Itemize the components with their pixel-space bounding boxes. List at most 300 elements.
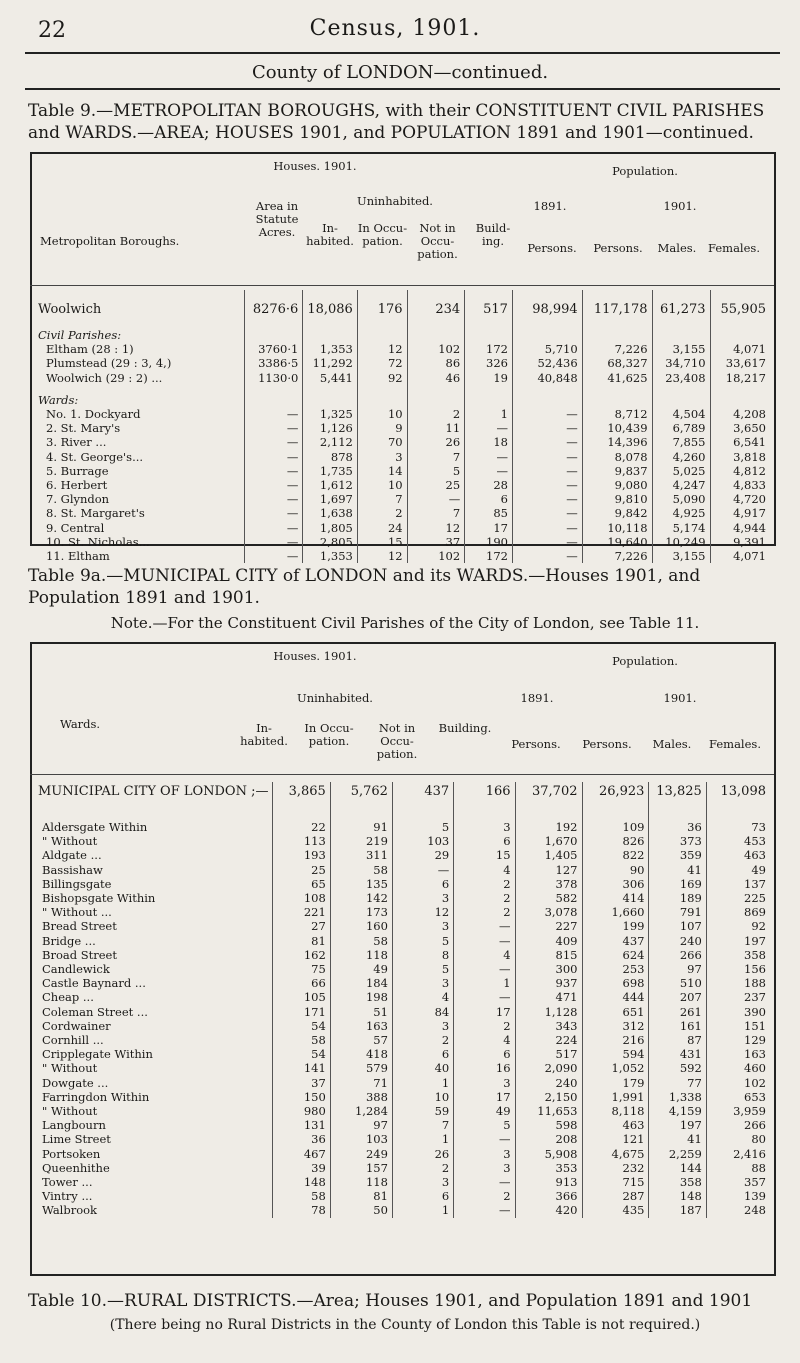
- cell-value: 358: [706, 948, 770, 962]
- cell-value: 5: [392, 934, 453, 948]
- cell-value: 3: [392, 976, 453, 990]
- table-row: [34, 948, 770, 962]
- cell-value: 4: [454, 863, 515, 877]
- cell-value: 163: [706, 1047, 770, 1061]
- table-row: [34, 492, 770, 506]
- table-row: [34, 1033, 770, 1047]
- cell-value: 10: [357, 478, 407, 492]
- cell-value: 75: [273, 962, 330, 976]
- cell-value: 142: [330, 891, 392, 905]
- cell-value: 815: [515, 948, 582, 962]
- t9a-uninhabited-heading: Uninhabited.: [297, 691, 373, 705]
- cell-value: 594: [582, 1047, 649, 1061]
- t9-not-occupation-heading: Not in Occu-pation.: [417, 221, 458, 261]
- cell-value: 2,090: [515, 1061, 582, 1075]
- cell-value: 40,848: [512, 371, 582, 385]
- row-label: 8. St. Margaret's: [46, 506, 145, 521]
- cell-value: 7: [392, 1118, 453, 1132]
- cell-value: 467: [273, 1147, 330, 1161]
- cell-value: 10,118: [582, 521, 652, 535]
- cell-value: 4,247: [652, 478, 710, 492]
- cell-value: 1,638: [303, 506, 358, 520]
- cell-value: 378: [515, 877, 582, 891]
- cell-value: 36: [649, 820, 706, 834]
- table-row: [34, 848, 770, 862]
- cell-value: 81: [273, 934, 330, 948]
- cell-value: —: [245, 492, 303, 506]
- cell-value: 7: [407, 506, 465, 520]
- cell-value: 84: [392, 1005, 453, 1019]
- cell-value: 6,789: [652, 421, 710, 435]
- cell-value: 52,436: [512, 356, 582, 370]
- row-label: 2. St. Mary's: [46, 421, 121, 436]
- cell-value: 5: [407, 464, 465, 478]
- cell-value: [652, 328, 710, 342]
- cell-value: 359: [649, 848, 706, 862]
- cell-value: 4,925: [652, 506, 710, 520]
- cell-value: 137: [706, 877, 770, 891]
- cell-value: 98,994: [512, 300, 582, 320]
- cell-value: 5,762: [330, 782, 392, 802]
- t9-1891-heading: 1891.: [533, 199, 567, 213]
- row-label: Cordwainer: [42, 1018, 111, 1033]
- cell-value: 58: [330, 934, 392, 948]
- cell-value: 13,098: [706, 782, 770, 802]
- table-row: [34, 435, 770, 449]
- cell-value: 68,327: [582, 356, 652, 370]
- cell-value: 579: [330, 1061, 392, 1075]
- t9-1901-heading: 1901.: [663, 199, 697, 213]
- row-label: Plumstead (29 : 3, 4,): [46, 356, 172, 371]
- cell-value: 698: [582, 976, 649, 990]
- cell-value: 160: [330, 919, 392, 933]
- t9a-persons-1891: Persons.: [511, 737, 561, 751]
- cell-value: 5: [392, 820, 453, 834]
- cell-value: 6: [454, 1047, 515, 1061]
- cell-value: 592: [649, 1061, 706, 1075]
- cell-value: 460: [706, 1061, 770, 1075]
- cell-value: 980: [273, 1104, 330, 1118]
- cell-value: 117,178: [582, 300, 652, 320]
- cell-value: 12: [357, 549, 407, 563]
- cell-value: 653: [706, 1090, 770, 1104]
- t9a-in-occupation-heading: In Occu-pation.: [304, 721, 354, 748]
- cell-value: 3386·5: [245, 356, 303, 370]
- cell-value: 85: [465, 506, 513, 520]
- cell-value: 1: [392, 1203, 453, 1217]
- cell-value: [245, 393, 303, 407]
- cell-value: 50: [330, 1203, 392, 1217]
- t9a-persons-1901: Persons.: [582, 737, 632, 751]
- cell-value: 102: [407, 549, 465, 563]
- cell-value: 791: [649, 905, 706, 919]
- cell-value: —: [512, 535, 582, 549]
- cell-value: 23,408: [652, 371, 710, 385]
- cell-value: 5,090: [652, 492, 710, 506]
- row-label: Portsoken: [42, 1146, 101, 1161]
- cell-value: 207: [649, 990, 706, 1004]
- cell-value: 5: [454, 1118, 515, 1132]
- cell-value: 3,155: [652, 342, 710, 356]
- cell-value: 172: [465, 549, 513, 563]
- cell-value: —: [512, 407, 582, 421]
- cell-value: 105: [273, 990, 330, 1004]
- cell-value: 261: [649, 1005, 706, 1019]
- cell-value: 70: [357, 435, 407, 449]
- cell-value: 12: [392, 905, 453, 919]
- row-label: Civil Parishes:: [38, 328, 122, 342]
- cell-value: 390: [706, 1005, 770, 1019]
- row-label: Bassishaw: [42, 862, 103, 877]
- cell-value: 71: [330, 1076, 392, 1090]
- cell-value: 176: [357, 300, 407, 320]
- table-row: [34, 506, 770, 520]
- cell-value: 92: [357, 371, 407, 385]
- t9a-population-heading: Population.: [612, 654, 678, 668]
- cell-value: 1,612: [303, 478, 358, 492]
- cell-value: 107: [649, 919, 706, 933]
- cell-value: 18,217: [710, 371, 770, 385]
- cell-value: 148: [649, 1189, 706, 1203]
- table-row: [34, 450, 770, 464]
- cell-value: 65: [273, 877, 330, 891]
- cell-value: 166: [454, 782, 515, 802]
- cell-value: 109: [582, 820, 649, 834]
- cell-value: 11,653: [515, 1104, 582, 1118]
- row-label: Wards:: [38, 392, 79, 407]
- t9a-not-occupation-heading: Not in Occu-pation.: [376, 721, 418, 761]
- cell-value: 184: [330, 976, 392, 990]
- cell-value: 163: [330, 1019, 392, 1033]
- cell-value: 253: [582, 962, 649, 976]
- cell-value: 216: [582, 1033, 649, 1047]
- row-label: Cripplegate Within: [42, 1047, 153, 1062]
- cell-value: 266: [649, 948, 706, 962]
- row-label: Broad Street: [42, 947, 117, 962]
- t9-stub-heading: Metropolitan Boroughs.: [40, 234, 180, 248]
- running-header: [30, 16, 760, 46]
- cell-value: 409: [515, 934, 582, 948]
- cell-value: 357: [706, 1175, 770, 1189]
- cell-value: 17: [454, 1090, 515, 1104]
- cell-value: 4,720: [710, 492, 770, 506]
- cell-value: 418: [330, 1047, 392, 1061]
- cell-value: 54: [273, 1047, 330, 1061]
- table-row: [34, 919, 770, 933]
- cell-value: —: [245, 464, 303, 478]
- cell-value: 26: [407, 435, 465, 449]
- cell-value: 1,353: [303, 342, 358, 356]
- cell-value: —: [454, 1132, 515, 1146]
- table10-title: Table 10.—RURAL DISTRICTS.—Area; Houses 1901, and Population 1891 and 1901: [28, 1291, 753, 1311]
- cell-value: 25: [273, 863, 330, 877]
- cell-value: 169: [649, 877, 706, 891]
- city-row: [34, 782, 770, 802]
- t9-persons-1891: Persons.: [527, 241, 577, 255]
- cell-value: 51: [330, 1005, 392, 1019]
- cell-value: 41,625: [582, 371, 652, 385]
- row-label: 6. Herbert: [46, 478, 108, 493]
- row-label: Dowgate ...: [42, 1075, 109, 1090]
- cell-value: 179: [582, 1076, 649, 1090]
- t9a-building-heading: Building.: [438, 721, 492, 735]
- cell-value: 266: [706, 1118, 770, 1132]
- cell-value: 4,208: [710, 407, 770, 421]
- cell-value: 199: [582, 919, 649, 933]
- row-label: Cheap ...: [42, 990, 94, 1005]
- cell-value: —: [512, 549, 582, 563]
- cell-value: 373: [649, 834, 706, 848]
- row-label: Eltham (28 : 1): [46, 342, 134, 357]
- cell-value: 10: [392, 1090, 453, 1104]
- cell-value: 72: [357, 356, 407, 370]
- t9-females: Females.: [708, 241, 760, 255]
- cell-value: 1: [392, 1132, 453, 1146]
- cell-value: 102: [706, 1076, 770, 1090]
- cell-value: 420: [515, 1203, 582, 1217]
- table-row: [34, 834, 770, 848]
- cell-value: [465, 328, 513, 342]
- row-label: Tower ...: [42, 1175, 93, 1190]
- cell-value: —: [465, 464, 513, 478]
- cell-value: 39: [273, 1161, 330, 1175]
- t9-header-rule: [30, 285, 774, 286]
- cell-value: 221: [273, 905, 330, 919]
- cell-value: —: [245, 535, 303, 549]
- cell-value: [512, 328, 582, 342]
- cell-value: 237: [706, 990, 770, 1004]
- cell-value: 190: [465, 535, 513, 549]
- cell-value: 37: [273, 1076, 330, 1090]
- spacer-row: [34, 385, 770, 393]
- cell-value: 162: [273, 948, 330, 962]
- cell-value: 49: [454, 1104, 515, 1118]
- table-row: [34, 1076, 770, 1090]
- t9-uninhabited-heading: Uninhabited.: [357, 194, 433, 208]
- t9-inhabited-heading: In-habited.: [306, 221, 354, 248]
- t9a-1891-heading: 1891.: [520, 691, 554, 705]
- table-row: [34, 1161, 770, 1175]
- cell-value: 24: [357, 521, 407, 535]
- cell-value: 173: [330, 905, 392, 919]
- header-rule: [25, 52, 780, 54]
- cell-value: 66: [273, 976, 330, 990]
- row-label: 9. Central: [46, 520, 105, 535]
- row-label: " Without ...: [42, 905, 112, 920]
- cell-value: 12: [407, 521, 465, 535]
- cell-value: 312: [582, 1019, 649, 1033]
- cell-value: 3760·1: [245, 342, 303, 356]
- cell-value: 2: [454, 1019, 515, 1033]
- cell-value: 90: [582, 863, 649, 877]
- cell-value: 10,439: [582, 421, 652, 435]
- cell-value: 61,273: [652, 300, 710, 320]
- cell-value: 118: [330, 1175, 392, 1189]
- cell-value: 118: [330, 948, 392, 962]
- row-label: Lime Street: [42, 1132, 111, 1147]
- cell-value: [357, 393, 407, 407]
- cell-value: 2: [407, 407, 465, 421]
- cell-value: 326: [465, 356, 513, 370]
- table-row: [34, 1203, 770, 1217]
- cell-value: 6,541: [710, 435, 770, 449]
- cell-value: 41: [649, 1132, 706, 1146]
- cell-value: 300: [515, 962, 582, 976]
- cell-value: 10,249: [652, 535, 710, 549]
- row-label: 7. Glyndon: [46, 492, 110, 507]
- cell-value: 17: [465, 521, 513, 535]
- cell-value: 232: [582, 1161, 649, 1175]
- cell-value: 1: [465, 407, 513, 421]
- cell-value: 1,126: [303, 421, 358, 435]
- cell-value: 58: [273, 1189, 330, 1203]
- cell-value: 80: [706, 1132, 770, 1146]
- cell-value: 3: [454, 1161, 515, 1175]
- cell-value: 19: [465, 371, 513, 385]
- cell-value: 366: [515, 1189, 582, 1203]
- table-row: [34, 407, 770, 421]
- cell-value: 3,818: [710, 450, 770, 464]
- cell-value: 188: [706, 976, 770, 990]
- table-row: [34, 421, 770, 435]
- t9a-females: Females.: [709, 737, 761, 751]
- cell-value: 4: [454, 1033, 515, 1047]
- table-row: [34, 1019, 770, 1033]
- cell-value: —: [512, 464, 582, 478]
- table-row: [34, 990, 770, 1004]
- cell-value: —: [454, 1175, 515, 1189]
- cell-value: 287: [582, 1189, 649, 1203]
- t9-males: Males.: [657, 241, 697, 255]
- cell-value: —: [512, 450, 582, 464]
- t9a-inhabited-heading: In-habited.: [240, 721, 288, 748]
- row-label: Bishopsgate Within: [42, 891, 156, 906]
- row-label: No. 1. Dockyard: [46, 407, 141, 422]
- cell-value: 4,504: [652, 407, 710, 421]
- cell-value: —: [454, 919, 515, 933]
- cell-value: 343: [515, 1019, 582, 1033]
- t9-building-heading: Build-ing.: [475, 221, 511, 248]
- cell-value: 16: [454, 1061, 515, 1075]
- row-label: 11. Eltham: [46, 549, 110, 564]
- cell-value: 36: [273, 1132, 330, 1146]
- cell-value: 33,617: [710, 356, 770, 370]
- cell-value: 19,640: [582, 535, 652, 549]
- cell-value: 1,052: [582, 1061, 649, 1075]
- cell-value: 2: [454, 877, 515, 891]
- cell-value: 453: [706, 834, 770, 848]
- cell-value: [710, 393, 770, 407]
- cell-value: —: [454, 962, 515, 976]
- cell-value: 5: [392, 962, 453, 976]
- table-row: [34, 934, 770, 948]
- cell-value: 3: [454, 1147, 515, 1161]
- cell-value: [582, 393, 652, 407]
- cell-value: —: [245, 450, 303, 464]
- cell-value: 2: [454, 891, 515, 905]
- cell-value: 358: [649, 1175, 706, 1189]
- cell-value: 135: [330, 877, 392, 891]
- cell-value: 463: [706, 848, 770, 862]
- cell-value: 37,702: [515, 782, 582, 802]
- cell-value: 28: [465, 478, 513, 492]
- cell-value: 1: [392, 1076, 453, 1090]
- cell-value: 8,078: [582, 450, 652, 464]
- cell-value: 2,416: [706, 1147, 770, 1161]
- t9a-houses-heading: Houses. 1901.: [273, 649, 357, 663]
- row-label: MUNICIPAL CITY OF LONDON ;—: [38, 784, 269, 799]
- cell-value: 11: [407, 421, 465, 435]
- cell-value: 2,259: [649, 1147, 706, 1161]
- cell-value: 150: [273, 1090, 330, 1104]
- cell-value: 4,675: [582, 1147, 649, 1161]
- table-row: [34, 356, 770, 370]
- cell-value: 5,710: [512, 342, 582, 356]
- cell-value: 15: [454, 848, 515, 862]
- cell-value: 8,712: [582, 407, 652, 421]
- cell-value: 431: [649, 1047, 706, 1061]
- cell-value: 193: [273, 848, 330, 862]
- cell-value: 240: [649, 934, 706, 948]
- cell-value: 437: [582, 934, 649, 948]
- cell-value: 3,959: [706, 1104, 770, 1118]
- cell-value: 4,071: [710, 549, 770, 563]
- table-row: [34, 549, 770, 563]
- cell-value: 624: [582, 948, 649, 962]
- cell-value: 127: [515, 863, 582, 877]
- table-row: [34, 535, 770, 549]
- cell-value: —: [245, 521, 303, 535]
- cell-value: 161: [649, 1019, 706, 1033]
- cell-value: 9,391: [710, 535, 770, 549]
- table-row: [34, 1090, 770, 1104]
- cell-value: 37: [407, 535, 465, 549]
- spacer-row: [34, 290, 770, 300]
- cell-value: 13,825: [649, 782, 706, 802]
- cell-value: 2: [454, 905, 515, 919]
- cell-value: 197: [706, 934, 770, 948]
- cell-value: 2: [392, 1033, 453, 1047]
- spacer-row: [34, 802, 770, 820]
- cell-value: 81: [330, 1189, 392, 1203]
- table-row: [34, 1005, 770, 1019]
- cell-value: 1,670: [515, 834, 582, 848]
- cell-value: 49: [706, 863, 770, 877]
- t9-in-occupation-heading: In Occu-pation.: [357, 221, 408, 248]
- cell-value: —: [245, 506, 303, 520]
- cell-value: 108: [273, 891, 330, 905]
- cell-value: —: [245, 549, 303, 563]
- row-label: Langbourn: [42, 1118, 106, 1133]
- cell-value: 92: [706, 919, 770, 933]
- cell-value: 91: [330, 820, 392, 834]
- cell-value: 1,805: [303, 521, 358, 535]
- t9a-stub-heading: Wards.: [60, 717, 101, 731]
- cell-value: 148: [273, 1175, 330, 1189]
- cell-value: 86: [407, 356, 465, 370]
- t9-houses-heading: Houses. 1901.: [273, 159, 357, 173]
- cell-value: 1,284: [330, 1104, 392, 1118]
- cell-value: 437: [392, 782, 453, 802]
- t9a-1901-heading: 1901.: [663, 691, 697, 705]
- cell-value: 1130·0: [245, 371, 303, 385]
- table-row: [34, 1147, 770, 1161]
- spacer-row: [34, 320, 770, 328]
- cell-value: 234: [407, 300, 465, 320]
- cell-value: 9,837: [582, 464, 652, 478]
- cell-value: 4: [454, 948, 515, 962]
- t9a-header-rule: [30, 774, 774, 775]
